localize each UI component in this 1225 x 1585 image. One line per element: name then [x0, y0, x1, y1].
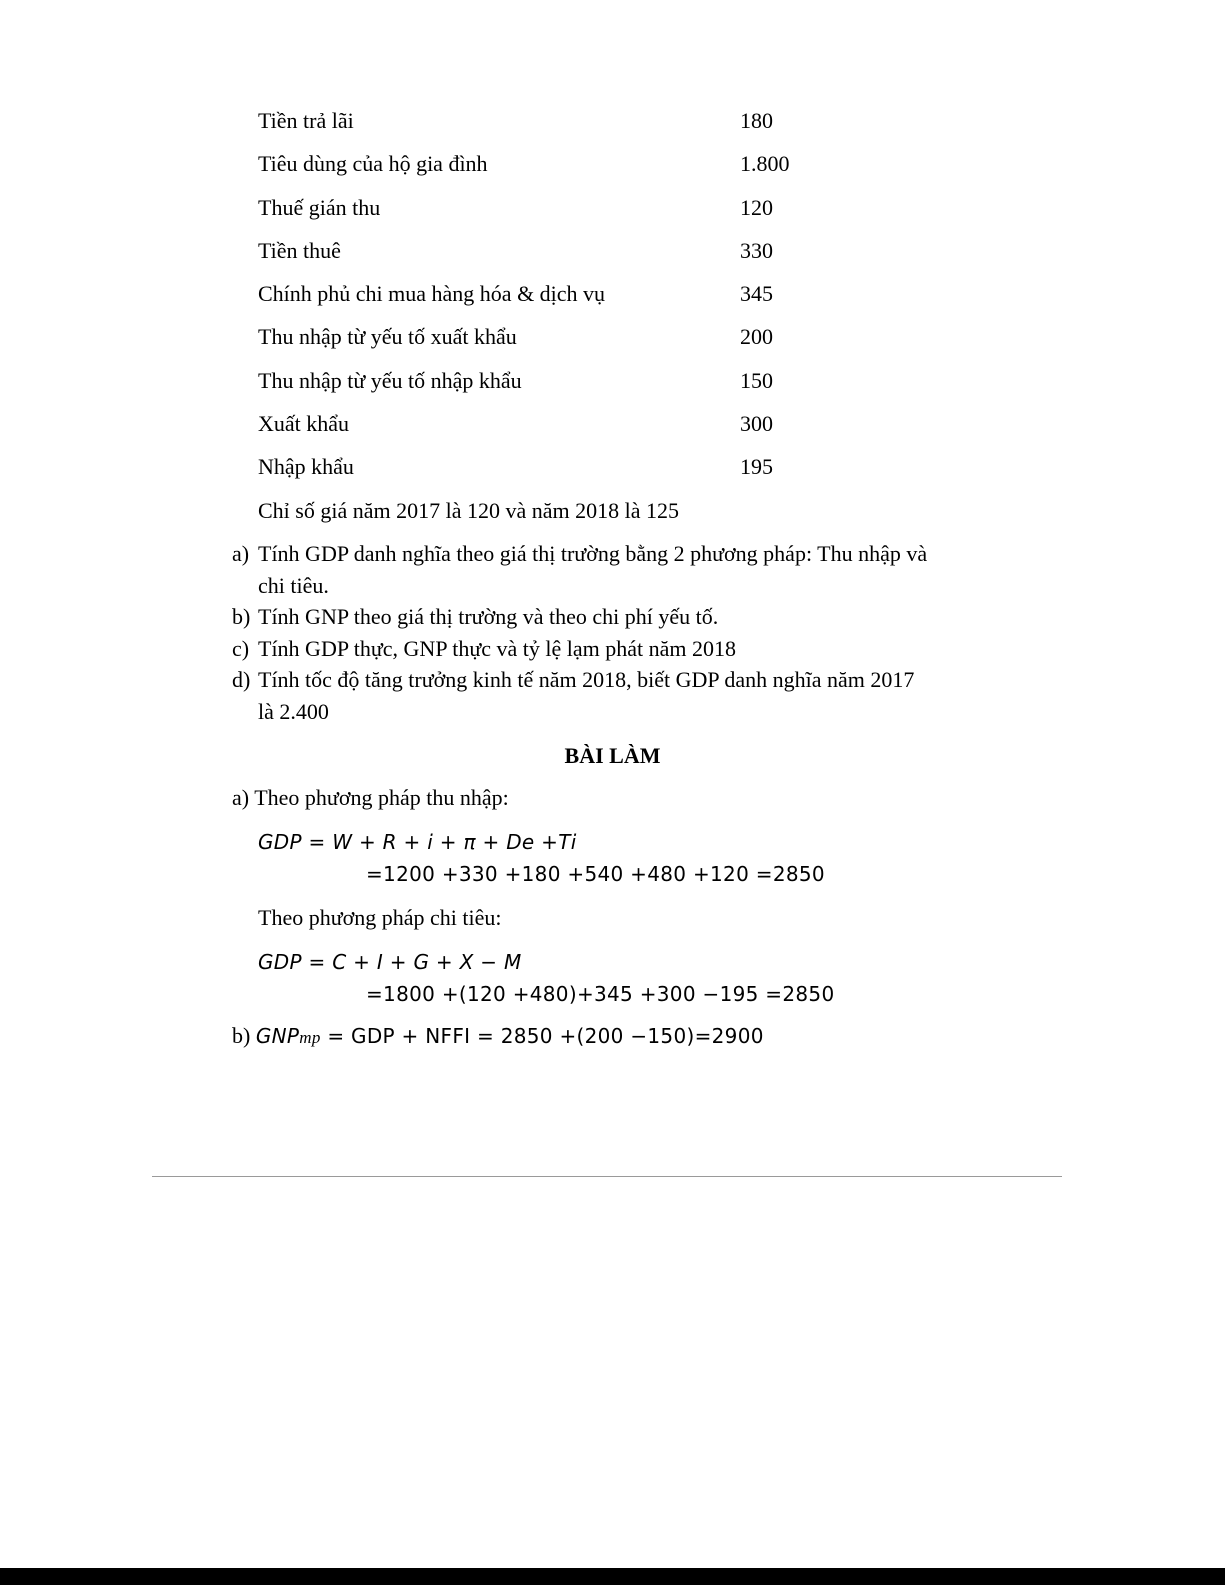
expenditure-calculation: =1800 +(120 +480)+345 +300 −195 =2850 [366, 982, 835, 1006]
price-index-note: Chỉ số giá năm 2017 là 120 và năm 2018 là 125 [258, 498, 679, 523]
row-label: Thu nhập từ yếu tố nhập khẩu [258, 367, 522, 393]
row-value: 345 [740, 281, 773, 307]
question-item [232, 538, 932, 601]
question-text: Tính tốc độ tăng trưởng kinh tế năm 2018, biết GDP danh nghĩa năm 2017 là 2.400 [258, 667, 915, 724]
table-row [258, 191, 878, 234]
row-label: Tiêu dùng của hộ gia đình [258, 151, 488, 177]
gnp-line [232, 1020, 764, 1054]
expenditure-method-label: Theo phương pháp chi tiêu: [258, 905, 502, 930]
row-label: Thuế gián thu [258, 194, 381, 220]
question-label: a) [232, 541, 250, 566]
row-label: Xuất khẩu [258, 411, 350, 437]
gnp-label: b) [232, 1023, 251, 1048]
solution-heading: BÀI LÀM [564, 743, 661, 768]
expenditure-formula-text: GDP = C + I + G + X − M [258, 950, 522, 974]
gnp-subscript: mp [299, 1028, 321, 1047]
question-label: d) [232, 667, 251, 692]
table-row [258, 364, 878, 407]
row-value: 330 [740, 237, 773, 263]
row-label: Nhập khẩu [258, 454, 354, 480]
row-label: Chính phủ chi mua hàng hóa & dịch vụ [258, 281, 606, 307]
question-text: Tính GNP theo giá thị trường và theo chi phí yếu tố. [258, 604, 719, 629]
income-calculation: =1200 +330 +180 +540 +480 +120 =2850 [366, 862, 825, 886]
income-formula [258, 826, 577, 858]
table-row [258, 277, 878, 320]
row-value: 195 [740, 454, 773, 480]
expenditure-formula [258, 946, 522, 978]
gnp-calculation: = GDP + NFFI = 2850 +(200 −150)=2900 [327, 1024, 764, 1048]
row-value: 300 [740, 411, 773, 437]
row-label: Thu nhập từ yếu tố xuất khẩu [258, 324, 517, 350]
table-row [258, 234, 878, 277]
row-value: 150 [740, 367, 773, 393]
gnp-symbol: GNP [255, 1024, 300, 1048]
income-method-label: a) Theo phương pháp thu nhập: [232, 785, 509, 810]
data-table [258, 104, 878, 494]
question-item [232, 601, 932, 633]
table-row [258, 320, 878, 363]
row-value: 180 [740, 108, 773, 133]
question-label: c) [232, 635, 250, 661]
table-row [258, 104, 878, 147]
row-label: Tiền thuê [258, 237, 341, 263]
question-text: Tính GDP thực, GNP thực và tỷ lệ lạm phát năm 2018 [258, 635, 737, 661]
table-row [258, 407, 878, 450]
table-row [258, 147, 878, 190]
question-item [232, 664, 932, 727]
income-formula-text: GDP = W + R + i + π + De +Ti [258, 830, 577, 854]
row-value: 200 [740, 324, 773, 350]
table-row [258, 450, 878, 493]
bottom-edge-bar [0, 1568, 1225, 1585]
row-label: Tiền trả lãi [258, 108, 354, 133]
page-divider [152, 1176, 1062, 1177]
row-value: 1.800 [740, 151, 790, 177]
question-item [232, 633, 932, 665]
row-value: 120 [740, 194, 773, 220]
question-text: Tính GDP danh nghĩa theo giá thị trường bằng 2 phương pháp: Thu nhập và chi tiêu. [258, 541, 928, 598]
question-list [232, 538, 932, 727]
question-label: b) [232, 604, 251, 629]
